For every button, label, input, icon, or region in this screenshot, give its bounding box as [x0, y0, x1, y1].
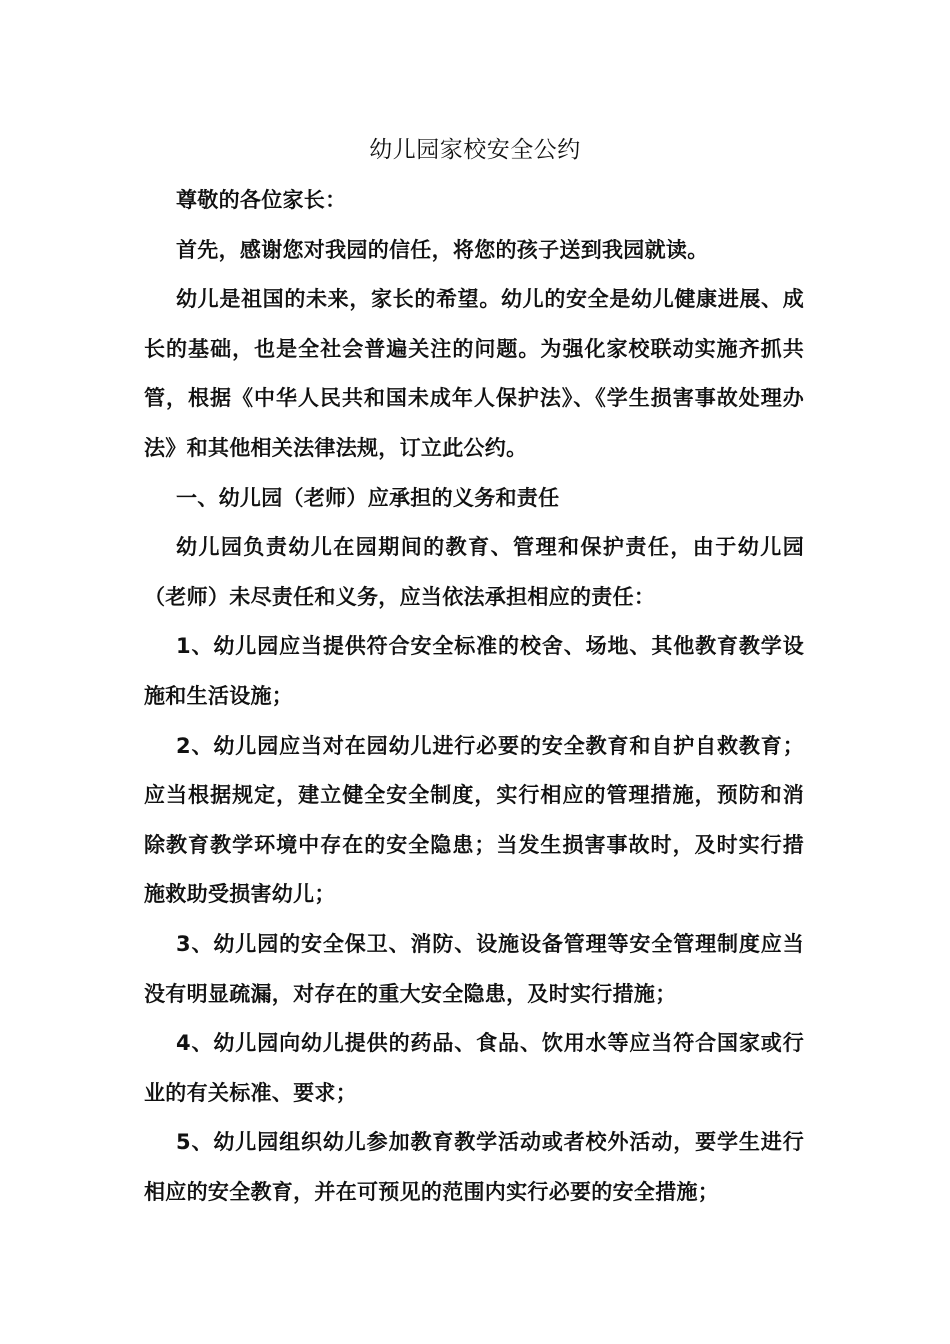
clause-1: 1、幼儿园应当提供符合安全标准的校舍、场地、其他教育教学设施和生活设施； — [144, 634, 804, 708]
salutation: 尊敬的各位家长： — [176, 188, 347, 212]
document-body — [144, 176, 804, 1217]
clause-2: 2、幼儿园应当对在园幼儿进行必要的安全教育和自护自救教育；应当根据规定，建立健全安全制度，实行相应的管理措施，预防和消除教育教学环境中存在的安全隐患；当发生损害事故时，及时实行措施救助受损害幼儿； — [144, 733, 804, 907]
section-intro-paragraph: 幼儿园负责幼儿在园期间的教育、管理和保护责任，由于幼儿园（老师）未尽责任和义务，应当依法承担相应的责任： — [144, 535, 804, 609]
section-heading-1: 一、幼儿园（老师）应承担的义务和责任 — [176, 485, 560, 510]
clause-5: 5、幼儿园组织幼儿参加教育教学活动或者校外活动，要学生进行相应的安全教育，并在可预见的范围内实行必要的安全措施； — [144, 1130, 804, 1204]
document-title: 幼儿园家校安全公约 — [369, 137, 581, 163]
clause-3: 3、幼儿园的安全保卫、消防、设施设备管理等安全管理制度应当没有明显疏漏，对存在的重大安全隐患，及时实行措施； — [144, 931, 804, 1006]
background-paragraph: 幼儿是祖国的未来，家长的希望。幼儿的安全是幼儿健康进展、成长的基础，也是全社会普遍关注的问题。为强化家校联动实施齐抓共管，根据《中华人民共和国未成年人保护法》、《学生损害事故处理办法》和其他相关法律法规，订立此公约。 — [144, 287, 804, 460]
intro-paragraph: 首先，感谢您对我园的信任，将您的孩子送到我园就读。 — [176, 237, 709, 262]
clause-4: 4、幼儿园向幼儿提供的药品、食品、饮用水等应当符合国家或行业的有关标准、要求； — [144, 1031, 804, 1105]
